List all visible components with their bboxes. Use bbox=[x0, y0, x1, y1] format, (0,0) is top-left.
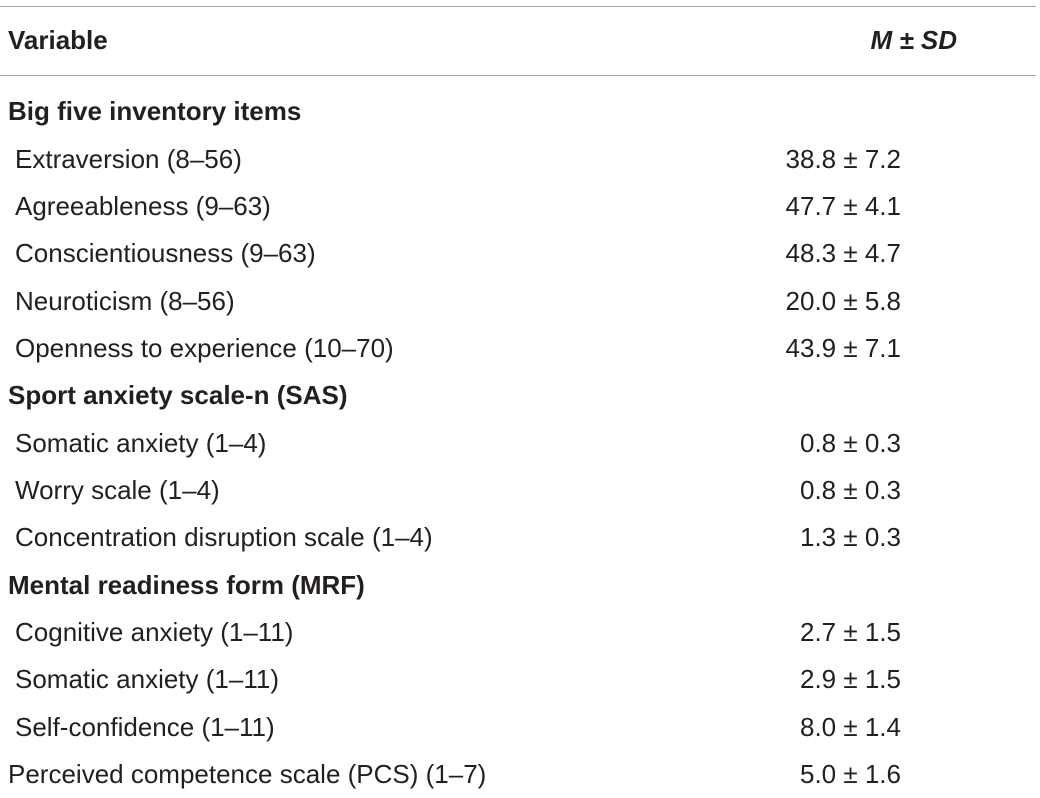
mean-sd-value: 5.0 ± 1.6 bbox=[799, 759, 901, 789]
table-row bbox=[0, 704, 1036, 751]
table-row bbox=[0, 514, 1036, 561]
variable-label: Neuroticism (8–56) bbox=[15, 286, 235, 316]
table-row bbox=[0, 467, 1036, 514]
header-variable: Variable bbox=[8, 25, 108, 55]
table-row bbox=[0, 656, 1036, 703]
section-header-row bbox=[0, 372, 1036, 419]
variable-label: Worry scale (1–4) bbox=[15, 475, 220, 505]
variable-label: Somatic anxiety (1–4) bbox=[15, 428, 267, 458]
mean-sd-value: 0.8 ± 0.3 bbox=[799, 475, 901, 505]
table-top-rule bbox=[0, 6, 1036, 7]
table-row bbox=[0, 183, 1036, 230]
mean-sd-value: 20.0 ± 5.8 bbox=[785, 286, 901, 316]
variable-label: Cognitive anxiety (1–11) bbox=[15, 617, 294, 647]
table-row bbox=[0, 325, 1036, 372]
mean-sd-value: 1.3 ± 0.3 bbox=[799, 522, 901, 552]
table-header-rule bbox=[0, 75, 1036, 76]
section-header-row bbox=[0, 88, 1036, 135]
section-header-row bbox=[0, 562, 1036, 609]
mean-sd-value: 2.9 ± 1.5 bbox=[799, 664, 901, 694]
mean-sd-value: 0.8 ± 0.3 bbox=[799, 428, 901, 458]
mean-sd-value: 38.8 ± 7.2 bbox=[785, 144, 901, 174]
mean-sd-value: 48.3 ± 4.7 bbox=[785, 238, 901, 268]
variable-label: Agreeableness (9–63) bbox=[15, 191, 271, 221]
variable-label: Self-confidence (1–11) bbox=[15, 712, 275, 742]
variable-label: Concentration disruption scale (1–4) bbox=[15, 522, 433, 552]
table-row bbox=[0, 751, 1036, 798]
table-header-row bbox=[0, 17, 1036, 64]
mean-sd-value: 2.7 ± 1.5 bbox=[799, 617, 901, 647]
variable-label: Conscientiousness (9–63) bbox=[15, 238, 316, 268]
table-row bbox=[0, 420, 1036, 467]
mean-sd-value: 43.9 ± 7.1 bbox=[785, 333, 901, 363]
variable-label: Somatic anxiety (1–11) bbox=[15, 664, 279, 694]
table-row bbox=[0, 609, 1036, 656]
variable-label: Extraversion (8–56) bbox=[15, 144, 242, 174]
section-title: Sport anxiety scale-n (SAS) bbox=[8, 380, 348, 410]
table-row bbox=[0, 278, 1036, 325]
mean-sd-value: 47.7 ± 4.1 bbox=[785, 191, 901, 221]
table-row bbox=[0, 230, 1036, 277]
table-row bbox=[0, 136, 1036, 183]
variable-label: Openness to experience (10–70) bbox=[15, 333, 394, 363]
variable-label: Perceived competence scale (PCS) (1–7) bbox=[8, 759, 487, 789]
header-mean-sd: M ± SD bbox=[870, 25, 957, 55]
mean-sd-value: 8.0 ± 1.4 bbox=[799, 712, 901, 742]
section-title: Mental readiness form (MRF) bbox=[8, 570, 365, 600]
section-title: Big five inventory items bbox=[8, 96, 302, 126]
